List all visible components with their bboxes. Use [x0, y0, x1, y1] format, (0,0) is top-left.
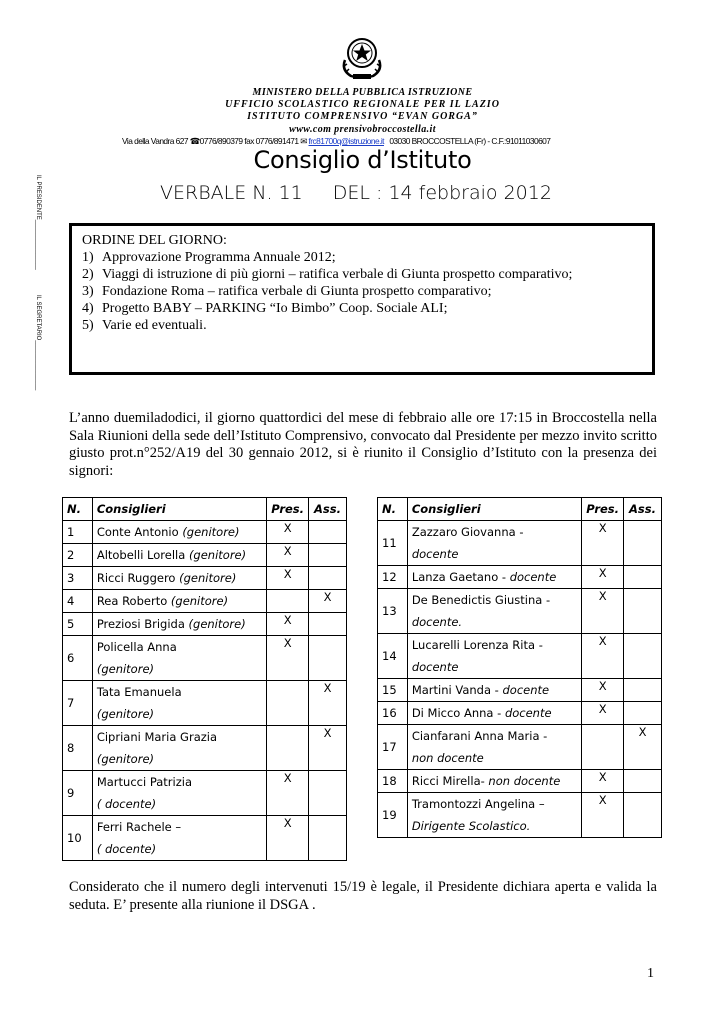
absent-mark	[624, 566, 662, 589]
councillor-cell	[407, 589, 581, 634]
agenda-item: 3) Fondazione Roma – ratifica verbale di Giunta prospetto comparativo;	[82, 284, 492, 299]
councillor-role: (genitore)	[170, 594, 229, 608]
absent-mark	[309, 613, 347, 636]
attendance-table-left	[62, 497, 347, 861]
table-row	[378, 634, 662, 679]
councillor-role: non docente	[411, 751, 484, 765]
agenda-item: 1) Approvazione Programma Annuale 2012;	[82, 250, 336, 265]
absent-mark	[624, 634, 662, 679]
col-header-pres: Pres.	[267, 498, 309, 521]
website-line: www.com prensivobroccostella.it	[289, 124, 436, 135]
councillor-role: (genitore)	[182, 525, 240, 539]
present-mark: X	[267, 544, 309, 567]
councillor-name: Conte Antonio	[96, 525, 179, 539]
verbale-line	[160, 182, 552, 204]
councillor-cell	[92, 771, 266, 816]
councillor-name: Ferri Rachele –	[96, 820, 182, 834]
row-number: 16	[378, 702, 408, 725]
table-row	[63, 613, 347, 636]
row-number: 5	[63, 613, 93, 636]
present-mark: X	[582, 770, 624, 793]
table-row	[63, 816, 347, 861]
absent-mark	[624, 589, 662, 634]
councillor-role: non docente	[488, 774, 561, 788]
agenda-item: 2) Viaggi di istruzione di più giorni – ratifica verbale di Giunta prospetto comparativo;	[82, 267, 573, 282]
istituto-line: ISTITUTO COMPRENSIVO “EVAN GORGA”	[247, 111, 478, 122]
absent-mark	[624, 702, 662, 725]
phone-icon: ☎	[189, 136, 200, 146]
table-row	[63, 636, 347, 681]
present-mark: X	[267, 636, 309, 681]
councillor-role: docente.	[411, 615, 463, 629]
table-row	[378, 566, 662, 589]
councillor-name: Di Micco Anna -	[411, 706, 502, 720]
councillor-cell	[92, 544, 266, 567]
councillor-role: (genitore)	[188, 617, 246, 631]
absent-mark	[624, 521, 662, 566]
document-title: Consiglio d’Istituto	[253, 146, 472, 174]
absent-mark: X	[309, 590, 347, 613]
present-mark: X	[267, 567, 309, 590]
contact-address: Via della Vandra 627	[122, 136, 188, 146]
absent-mark	[309, 544, 347, 567]
absent-mark	[624, 770, 662, 793]
present-mark: X	[267, 771, 309, 816]
councillor-role: Dirigente Scolastico.	[411, 819, 531, 833]
present-mark: X	[582, 702, 624, 725]
row-number: 13	[378, 589, 408, 634]
row-number: 6	[63, 636, 93, 681]
row-number: 9	[63, 771, 93, 816]
present-mark: X	[582, 521, 624, 566]
councillor-role: (genitore)	[188, 548, 247, 562]
agenda-list	[82, 249, 572, 334]
col-header-name: Consiglieri	[92, 498, 266, 521]
row-number: 7	[63, 681, 93, 726]
councillor-name: De Benedictis Giustina -	[411, 593, 551, 607]
present-mark: X	[582, 793, 624, 838]
table-row	[63, 726, 347, 771]
present-mark	[267, 681, 309, 726]
present-mark: X	[582, 634, 624, 679]
contact-phone: 0776/890379 fax 0776/891471	[199, 136, 299, 146]
councillor-name: Ricci Ruggero	[96, 571, 176, 585]
councillor-name: Martucci Patrizia	[96, 775, 192, 789]
table-row	[378, 725, 662, 770]
table-row	[378, 679, 662, 702]
col-header-n: N.	[63, 498, 93, 521]
present-mark	[267, 726, 309, 771]
row-number: 1	[63, 521, 93, 544]
table-header-row	[63, 498, 347, 521]
ufficio-line: UFFICIO SCOLASTICO REGIONALE PER IL LAZIO	[225, 99, 500, 110]
table-row	[378, 770, 662, 793]
absent-mark	[309, 567, 347, 590]
councillor-role: (genitore)	[179, 571, 237, 585]
councillor-name: Martini Vanda -	[411, 683, 499, 697]
councillor-cell	[407, 679, 581, 702]
present-mark: X	[267, 521, 309, 544]
councillor-cell	[407, 793, 581, 838]
row-number: 11	[378, 521, 408, 566]
row-number: 17	[378, 725, 408, 770]
councillor-name: Ricci Mirella-	[411, 774, 485, 788]
table-row	[63, 544, 347, 567]
table-row	[63, 567, 347, 590]
councillor-cell	[407, 566, 581, 589]
councillor-role: (genitore)	[96, 707, 155, 721]
absent-mark	[309, 771, 347, 816]
contact-city: 03030 BROCCOSTELLA (Fr) - C.F.:91011030607	[389, 136, 551, 146]
contact-line	[122, 136, 602, 146]
row-number: 14	[378, 634, 408, 679]
present-mark	[582, 725, 624, 770]
councillor-name: Tata Emanuela	[96, 685, 182, 699]
republic-emblem-icon	[337, 30, 387, 82]
councillor-cell	[407, 634, 581, 679]
present-mark: X	[582, 566, 624, 589]
row-number: 18	[378, 770, 408, 793]
councillor-cell	[92, 681, 266, 726]
agenda-box	[69, 223, 655, 375]
agenda-item: 4) Progetto BABY – PARKING “Io Bimbo” Coop. Sociale ALI;	[82, 301, 448, 316]
contact-email-link[interactable]: frc81700q@istruzione.it	[308, 136, 384, 146]
councillor-role: ( docente)	[96, 842, 157, 856]
councillor-cell	[407, 702, 581, 725]
councillor-name: Lucarelli Lorenza Rita -	[411, 638, 543, 652]
councillor-cell	[407, 521, 581, 566]
present-mark: X	[267, 613, 309, 636]
councillor-cell	[92, 726, 266, 771]
mail-icon: ✉	[300, 136, 307, 146]
row-number: 8	[63, 726, 93, 771]
councillor-cell	[407, 770, 581, 793]
absent-mark	[309, 521, 347, 544]
row-number: 19	[378, 793, 408, 838]
row-number: 15	[378, 679, 408, 702]
councillor-role: docente	[504, 706, 552, 720]
verbale-number: VERBALE N. 11	[160, 182, 303, 204]
councillor-cell	[92, 816, 266, 861]
table-row	[378, 589, 662, 634]
councillor-name: Tramontozzi Angelina –	[411, 797, 545, 811]
row-number: 2	[63, 544, 93, 567]
absent-mark: X	[624, 725, 662, 770]
absent-mark	[624, 679, 662, 702]
table-row	[378, 521, 662, 566]
row-number: 3	[63, 567, 93, 590]
councillor-name: Rea Roberto	[96, 594, 168, 608]
councillor-cell	[92, 521, 266, 544]
councillor-cell	[92, 567, 266, 590]
councillor-role: docente	[502, 683, 550, 697]
councillor-cell	[92, 636, 266, 681]
absent-mark	[624, 793, 662, 838]
row-number: 4	[63, 590, 93, 613]
present-mark: X	[267, 816, 309, 861]
absent-mark: X	[309, 726, 347, 771]
attendance-table-right	[377, 497, 662, 838]
table-row	[63, 521, 347, 544]
absent-mark	[309, 816, 347, 861]
councillor-role: (genitore)	[96, 662, 155, 676]
row-number: 12	[378, 566, 408, 589]
col-header-ass: Ass.	[309, 498, 347, 521]
table-row	[63, 681, 347, 726]
councillor-role: (genitore)	[96, 752, 155, 766]
councillor-name: Zazzaro Giovanna -	[411, 525, 524, 539]
councillor-cell	[92, 590, 266, 613]
councillor-cell	[407, 725, 581, 770]
agenda-item: 5) Varie ed eventuali.	[82, 318, 207, 333]
councillor-role: docente	[411, 660, 459, 674]
col-header-n: N.	[378, 498, 408, 521]
councillor-role: docente	[411, 547, 459, 561]
present-mark: X	[582, 679, 624, 702]
intro-paragraph: L’anno duemiladodici, il giorno quattordici del mese di febbraio alle ore 17:15 in Broccostella nella Sala Riunioni della sede dell’Istituto Comprensivo, convocato dal Presidente per mezzo invito scritto giusto prot.n°252/A19 del 30 gennaio 2012, si è riunito il Consiglio d’Istituto con la presenza dei signori:	[69, 410, 657, 479]
councillor-role: docente	[509, 570, 557, 584]
row-number: 10	[63, 816, 93, 861]
table-row	[63, 771, 347, 816]
table-row	[63, 590, 347, 613]
side-note-presidente: IL PRESIDENTE_______________	[35, 175, 41, 270]
councillor-name: Lanza Gaetano -	[411, 570, 507, 584]
absent-mark	[309, 636, 347, 681]
ministero-line: MINISTERO DELLA PUBBLICA ISTRUZIONE	[252, 87, 473, 98]
page-number: 1	[647, 966, 654, 981]
councillor-name: Preziosi Brigida	[96, 617, 185, 631]
absent-mark: X	[309, 681, 347, 726]
side-note-segretario: IL SEGRETARIO_______________	[35, 295, 41, 391]
agenda-title: ORDINE DEL GIORNO:	[82, 233, 227, 248]
table-row	[378, 702, 662, 725]
councillor-name: Cipriani Maria Grazia	[96, 730, 218, 744]
councillor-cell	[92, 613, 266, 636]
col-header-pres: Pres.	[582, 498, 624, 521]
present-mark: X	[582, 589, 624, 634]
councillor-name: Policella Anna	[96, 640, 177, 654]
col-header-ass: Ass.	[624, 498, 662, 521]
verbale-date: DEL : 14 febbraio 2012	[332, 182, 552, 204]
councillor-name: Altobelli Lorella	[96, 548, 186, 562]
councillor-role: ( docente)	[96, 797, 157, 811]
councillor-name: Cianfarani Anna Maria -	[411, 729, 548, 743]
present-mark	[267, 590, 309, 613]
col-header-name: Consiglieri	[407, 498, 581, 521]
closing-paragraph: Considerato che il numero degli intervenuti 15/19 è legale, il Presidente dichiara aperta e valida la seduta. E’ presente alla riunione il DSGA .	[69, 879, 657, 913]
table-header-row	[378, 498, 662, 521]
table-row	[378, 793, 662, 838]
